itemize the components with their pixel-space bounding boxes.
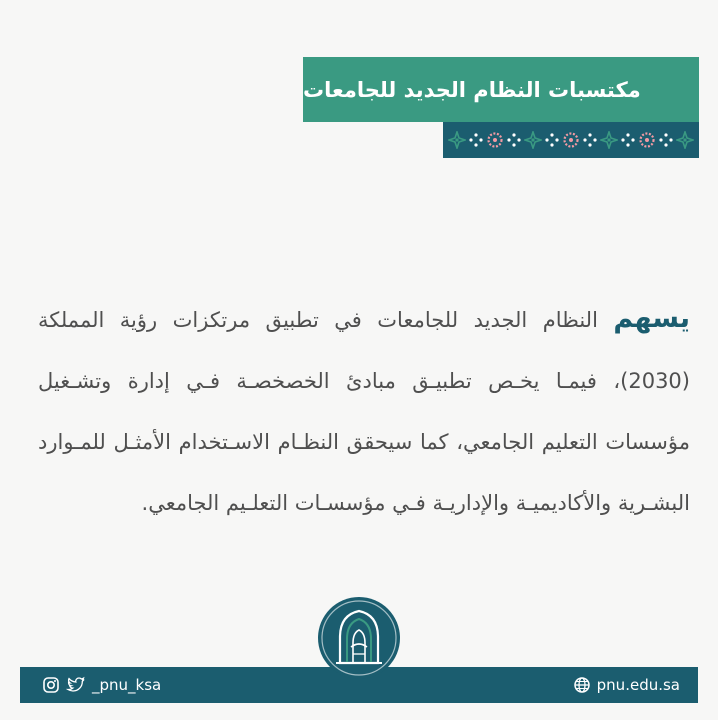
twitter-icon[interactable]	[66, 676, 86, 694]
globe-icon	[573, 676, 591, 694]
body-paragraph	[38, 288, 690, 534]
white-diamond-ornament-icon	[468, 132, 484, 148]
lead-word: يسهم	[613, 303, 690, 334]
website-link[interactable]	[573, 676, 680, 694]
white-diamond-ornament-icon	[582, 132, 598, 148]
white-diamond-ornament-icon	[658, 132, 674, 148]
green-cross-ornament-icon	[600, 131, 618, 149]
white-diamond-ornament-icon	[620, 132, 636, 148]
title-banner	[303, 57, 699, 122]
body-text: النظام الجديد للجامعات في تطبيق مرتكزات رؤية المملكة (2030)، فيمـا يخـص تطبيـق مبادئ الخصخصـة فـي إدارة وتشـغيل مؤسسات التعليم الجامعي، كما سيحقق النظـام الاسـتخدام الأمثـل للمـوارد البشـرية والأكاديميـة والإداريـة فـي مؤسسـات التعلـيم الجامعي.	[38, 308, 690, 515]
social-links	[42, 676, 161, 694]
white-diamond-ornament-icon	[506, 132, 522, 148]
website-url[interactable]: pnu.edu.sa	[596, 676, 680, 694]
university-emblem-icon	[318, 597, 400, 679]
decorative-pattern-strip	[443, 122, 699, 158]
green-cross-ornament-icon	[448, 131, 466, 149]
instagram-icon[interactable]	[42, 676, 60, 694]
pink-rosette-ornament-icon	[638, 131, 656, 149]
social-handle[interactable]: _pnu_ksa	[92, 676, 162, 694]
white-diamond-ornament-icon	[544, 132, 560, 148]
green-cross-ornament-icon	[676, 131, 694, 149]
university-emblem-logo	[318, 597, 400, 679]
page-title: مكتسبات النظام الجديد للجامعات	[303, 77, 641, 102]
pink-rosette-ornament-icon	[562, 131, 580, 149]
green-cross-ornament-icon	[524, 131, 542, 149]
pink-rosette-ornament-icon	[486, 131, 504, 149]
